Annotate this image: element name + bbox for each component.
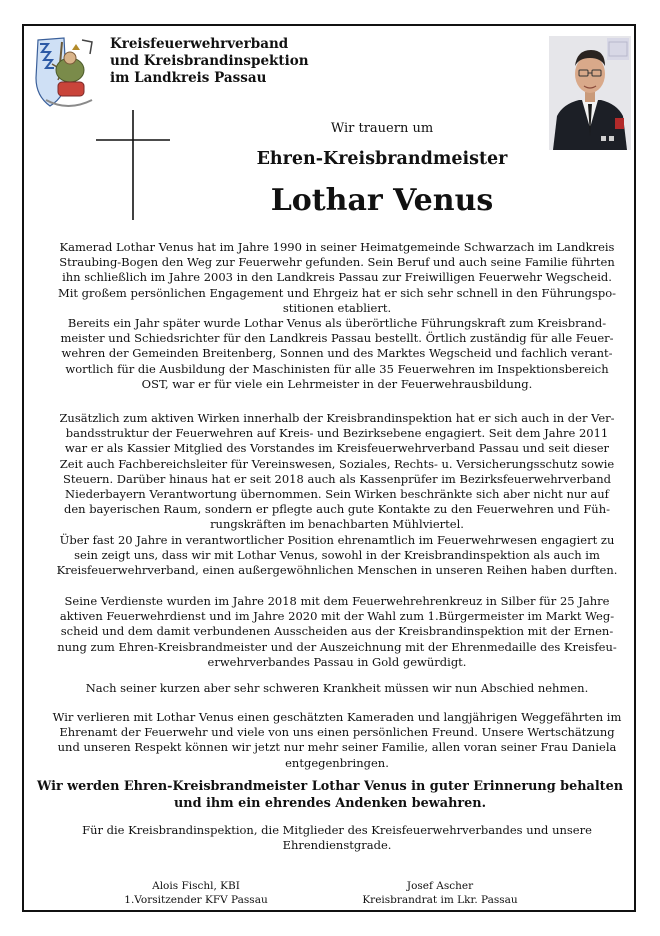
text-line: Straubing-Bogen den Weg zur Feuerwehr gefunden. Sein Beruf und auch seine Familie führten	[59, 255, 615, 270]
text-line: rungskräften im benachbarten Mühlviertel.	[210, 517, 464, 532]
signature-left-name: Alois Fischl, KBI	[152, 880, 240, 892]
text-line: Mit großem persönlichen Engagement und Ehrgeiz hat er sich sehr schnell in den Führungspo-	[57, 285, 617, 300]
text-line: den bayerischen Raum, sondern er pflegte auch gute Kontakte zu den Feuerwehren und Füh-	[63, 502, 611, 517]
text-line: erwehrverbandes Passau in Gold gewürdigt.	[207, 654, 467, 669]
text-line: Wir verlieren mit Lothar Venus einen geschätzten Kameraden und langjährigen Weggefährten im	[52, 710, 622, 724]
org-line-2: und Kreisbrandinspektion	[110, 53, 309, 69]
paragraph-farewell	[44, 681, 630, 696]
text-line: entgegenbringen.	[285, 755, 389, 770]
text-line: war er als Kassier Mitglied des Vorstandes im Kreisfeuerwehrverband Passau und seit dieser	[64, 441, 610, 456]
text-line: Kreisfeuerwehrverband, einen außergewöhnlichen Menschen in unseren Reihen haben durften.	[56, 563, 618, 578]
signature-right-title: Kreisbrandrat im Lkr. Passau	[362, 893, 518, 906]
paragraph-career-start	[44, 240, 630, 392]
deceased-rank: Ehren-Kreisbrandmeister	[256, 149, 508, 169]
paragraph-tribute	[44, 533, 630, 579]
text-line: Bereits ein Jahr später wurde Lothar Venus als überörtliche Führungskraft zum Kreisbrand-	[67, 316, 607, 331]
closing-statement	[30, 778, 630, 812]
paragraph-signatories	[44, 823, 630, 853]
signature-left-title: 1.Vorsitzender KFV Passau	[124, 893, 268, 906]
text-line: nung zum Ehren-Kreisbrandmeister und der Auszeichnung mit der Ehrenmedaille des Kreisfeu-	[57, 639, 617, 654]
org-line-1: Kreisfeuerwehrverband	[110, 36, 289, 52]
text-line: Ehrenamt der Feuerwehr und viele von uns einen persönlichen Freund. Unsere Wertschätzung	[59, 725, 615, 740]
org-line-3: im Landkreis Passau	[110, 70, 267, 86]
signature-right	[320, 880, 560, 907]
text-line: ihn schließlich im Jahre 2003 in den Landkreis Passau zur Freiwilligen Feuerwehr Wegscheid.	[62, 270, 612, 285]
text-line: scheid und dem damit verbundenen Ausscheiden aus der Kreisbrandinspektion mit der Ernen-	[60, 624, 614, 639]
text-line: Wir werden Ehren-Kreisbrandmeister Lothar Venus in guter Erinnerung behalten	[36, 779, 624, 794]
text-line: wehren der Gemeinden Breitenberg, Sonnen und des Marktes Wegscheid und fachlich verant-	[61, 346, 613, 361]
text-line: stitionen etabliert.	[282, 300, 392, 315]
text-line: OST, war er für viele ein Lehrmeister in der Feuerwehrausbildung.	[141, 376, 533, 391]
text-line: Ehrendienstgrade.	[282, 838, 392, 853]
text-line: und unseren Respekt können wir jetzt nur mehr seiner Familie, allen voran seiner Frau Daniela	[57, 740, 617, 755]
text-line: Nach seiner kurzen aber sehr schweren Krankheit müssen wir nun Abschied nehmen.	[85, 681, 589, 695]
text-line: aktiven Feuerwehrdienst und im Jahre 2020 mit der Wahl zum 1.Bürgermeister im Markt Weg-	[59, 609, 615, 624]
signature-left	[86, 880, 306, 907]
text-line: Kamerad Lothar Venus hat im Jahre 1990 in seiner Heimatgemeinde Schwarzach im Landkreis	[59, 240, 615, 254]
text-line: Zusätzlich zum aktiven Wirken innerhalb der Kreisbrandinspektion hat er sich auch in der Ver-	[59, 411, 615, 425]
organization-name	[110, 36, 309, 87]
text-line: wortlich für die Ausbildung der Maschinisten für alle 35 Feuerwehren im Inspektionsbereich	[65, 361, 609, 376]
mourning-intro: Wir trauern um	[330, 121, 434, 136]
deceased-name: Lothar Venus	[270, 183, 494, 218]
text-line: Zeit auch Fachbereichsleiter für Vereinswesen, Soziales, Rechts- u. Versicherungsschutz sowie	[59, 456, 615, 471]
text-line: Seine Verdienste wurden im Jahre 2018 mit dem Feuerwehrehrenkreuz in Silber für 25 Jahre	[64, 594, 610, 608]
text-line: Über fast 20 Jahre in verantwortlicher Position ehrenamtlich im Feuerwehrwesen engagiert zu	[59, 533, 615, 547]
paragraph-honors	[44, 594, 630, 670]
paragraph-loss	[44, 710, 630, 771]
text-line: meister und Schiedsrichter für den Landkreis Passau bestellt. Örtlich zuständig für alle Feuer-	[60, 331, 614, 346]
text-line: bandsstruktur der Feuerwehren auf Kreis- und Bezirksebene engagiert. Seit dem Jahre 2011	[65, 426, 609, 441]
text-line: sein zeigt uns, dass wir mit Lothar Venus, sowohl in der Kreisbrandinspektion als auch im	[74, 548, 600, 563]
paragraph-association	[44, 411, 630, 533]
text-line: Steuern. Darüber hinaus hat er seit 2018 auch als Kassenprüfer im Bezirksfeuerwehrverband	[63, 471, 611, 486]
text-line: Niederbayern Verantwortung übernommen. Sein Wirken beschränkte sich aber nicht nur auf	[65, 487, 609, 502]
coat-of-arms-icon	[32, 34, 102, 116]
signature-right-name: Josef Ascher	[406, 880, 474, 892]
text-line: Für die Kreisbrandinspektion, die Mitglieder des Kreisfeuerwehrverbandes und unsere	[82, 823, 592, 837]
text-line: und ihm ein ehrendes Andenken bewahren.	[173, 796, 487, 811]
